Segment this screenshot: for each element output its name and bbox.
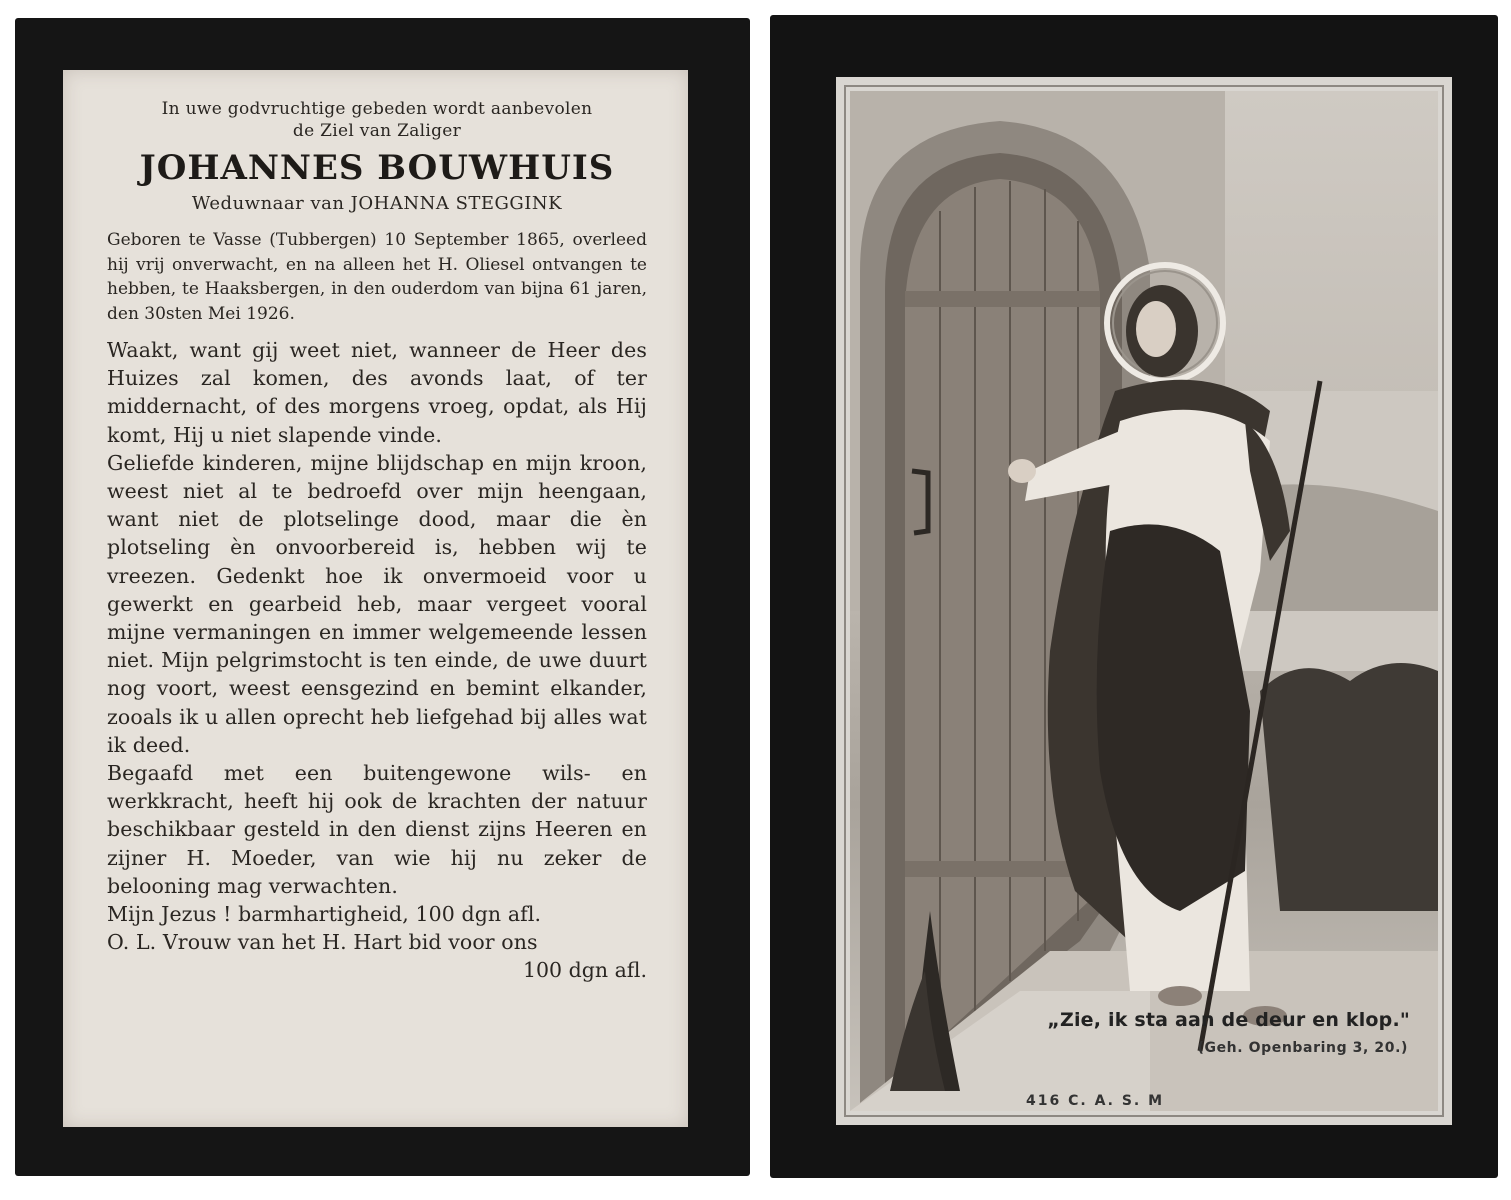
- deceased-name: JOHANNES BOUWHUIS: [139, 148, 615, 188]
- prayer-line-1: Mijn Jezus ! barmhartigheid, 100 dgn afl.: [107, 902, 542, 927]
- intro-line-2: de Ziel van Zaliger: [292, 121, 462, 141]
- print-code: 416 C. A. S. M: [1026, 1093, 1165, 1109]
- intro-line-1: In uwe godvruchtige gebeden wordt aanbevolen: [161, 99, 593, 119]
- scripture-reference: (Geh. Openbaring 3, 20.): [1197, 1040, 1408, 1056]
- biography: Geboren te Vasse (Tubbergen) 10 September 1865, overleed hij vrij onverwacht, en na alleen het H. Oliesel ontvangen te hebben, te Haaksbergen, in den ouderdom van bijna 61 jaren, den 30sten Mei 1926.: [107, 230, 647, 324]
- jesus-knocking-illustration: [850, 91, 1438, 1111]
- image-frame: [836, 77, 1452, 1125]
- tribute-paragraph: Begaafd met een buitengewone wils- en werkkracht, heeft hij ook de krachten der natuur beschikbaar gesteld in den dienst zijns Heeren en zijner H. Moeder, van wie hij nu zeker de belooning mag verwachten.: [107, 761, 647, 898]
- card-paper: [63, 70, 688, 1127]
- devotional-illustration: [850, 91, 1438, 1111]
- card-text: [107, 98, 647, 984]
- scripture-paragraph: Waakt, want gij weet niet, wanneer de Heer des Huizes zal komen, des avonds laat, of ter middernacht, of des morgens vroeg, opdat, als Hij komt, Hij u niet slapende vinde.: [107, 338, 647, 447]
- memorial-card-text-side: [15, 18, 750, 1176]
- scripture-quote: „Zie, ik sta aan de deur en klop.": [1047, 1009, 1410, 1031]
- indulgence-note: 100 dgn afl.: [522, 958, 647, 983]
- memorial-card-image-side: [770, 15, 1498, 1178]
- farewell-paragraph: Geliefde kinderen, mijne blijdschap en mijn kroon, weest niet al te bedroefd over mijn heengaan, want niet de plotselinge dood, maar die èn plotseling èn onvoorbereid is, hebben wij te vreezen. Gedenkt hoe ik onvermoeid voor u gewerkt en gearbeid heb, maar vergeet vooral mijne vermaningen en immer welgemeende lessen niet. Mijn pelgrimstocht is ten einde, de uwe duurt nog voort, weest eensgezind en bemint elkander, zooals ik u allen oprecht heb liefgehad bij alles wat ik deed.: [107, 450, 647, 757]
- widow-of-line: Weduwnaar van JOHANNA STEGGINK: [191, 193, 563, 214]
- prayer-line-2: O. L. Vrouw van het H. Hart bid voor ons: [107, 930, 538, 955]
